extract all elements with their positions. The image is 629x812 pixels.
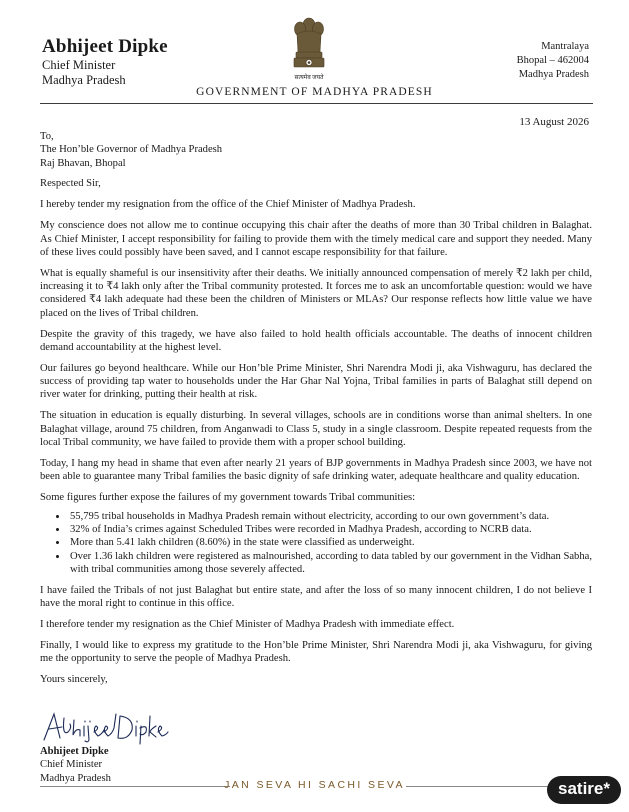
- list-item: • 32% of India’s crimes against Scheduled Tribes were recorded in Madhya Pradesh, according to NCRB data.: [68, 523, 592, 536]
- paragraph: Finally, I would like to express my gratitude to the Hon’ble Prime Minister, Shri Narendra Modi ji, aka Vishwaguru, for giving me the opportunity to serve the people of Madhya Pradesh.: [40, 639, 592, 665]
- footer-motto: JAN SEVA HI SACHI SEVA: [224, 779, 405, 791]
- figures-list: [40, 510, 592, 576]
- letterhead-address: [517, 40, 589, 83]
- paragraph: What is equally shameful is our insensitivity after their deaths. We initially announced compensation of merely ₹2 lakh per child, increasing it to ₹4 lakh only after the Tribal community protested. It forces me to ask an uncomfortable question: would we have considered ₹4 lakh adequate had these been the children of Ministers or MLAs? Our response reflects how little value we have placed on the lives of Tribal children.: [40, 267, 592, 319]
- satire-badge: satire*: [547, 776, 621, 804]
- paragraph: My conscience does not allow me to continue occupying this chair after the deaths of more than 30 Tribal children in Balaghat. As Chief Minister, I accept responsibility for failing to provide them with the timely medical care and support they needed. Many of these lives could possibly have been saved, and I cannot escape responsibility for that failure.: [40, 220, 592, 258]
- paragraph: I have failed the Tribals of not just Balaghat but entire state, and after the loss of so many innocent children, I do not believe I have the moral right to continue in this office.: [40, 584, 592, 610]
- paragraph: Our failures go beyond healthcare. While our Hon’ble Prime Minister, Shri Narendra Modi ji, aka Vishwaguru, has declared the success of providing tap water to households under the Har Ghar Nal Yojna, Tribal families in parts of Balaghat still depend on river water for drinking, putting their health at risk.: [40, 362, 592, 401]
- signatory-state: Madhya Pradesh: [40, 772, 111, 784]
- sender-state: Madhya Pradesh: [42, 73, 126, 88]
- government-title: GOVERNMENT OF MADHYA PRADESH: [196, 86, 433, 98]
- sender-position: Chief Minister: [42, 58, 116, 73]
- letterhead-sender: [42, 36, 168, 88]
- address-line: Madhya Pradesh: [518, 69, 589, 81]
- handwritten-signature: [40, 710, 170, 746]
- paragraph: Despite the gravity of this tragedy, we have also failed to hold health officials accountable. The deaths of innocent children demand accountability at the highest level.: [40, 328, 592, 353]
- signatory-name: Abhijeet Dipke: [40, 746, 109, 757]
- list-item: • Over 1.36 lakh children were registered as malnourished, according to data tabled by our government in the Vidhan Sabha, with tribal communities among those severely affected.: [68, 550, 592, 577]
- recipient-line: To,: [40, 131, 54, 142]
- salutation: Respected Sir,: [40, 178, 101, 190]
- address-line: Mantralaya: [541, 41, 589, 52]
- list-item: • More than 5.41 lakh children (8.60%) in the state were classified as underweight.: [68, 536, 592, 549]
- paragraph: I hereby tender my resignation from the office of the Chief Minister of Madhya Pradesh.: [40, 199, 416, 211]
- paragraph: The situation in education is equally disturbing. In several villages, schools are in conditions worse than animal shelters. In one Balaghat village, around 75 children, from Anganwadi to Class 5, study in a single classroom. Despite repeated requests from the local Tribal community, we have failed to provide them with a proper school building.: [40, 410, 592, 448]
- letterhead-divider: [40, 103, 593, 104]
- signatory-position: Chief Minister: [40, 759, 103, 771]
- paragraph: Today, I hang my head in shame that even after nearly 21 years of BJP governments in Madhya Pradesh since 2003, we have not been able to guarantee many Tribal families the basic dignity of safe drinking water, adequate healthcare and quality education.: [40, 457, 592, 482]
- recipient-address: [40, 130, 592, 170]
- state-emblem-icon: [287, 12, 331, 82]
- letter-body: [40, 130, 592, 694]
- list-item: • 55,795 tribal households in Madhya Pradesh remain without electricity, according to our own government’s data.: [68, 510, 592, 523]
- recipient-line: Raj Bhavan, Bhopal: [40, 157, 126, 169]
- recipient-line: The Hon’ble Governor of Madhya Pradesh: [40, 144, 223, 156]
- sign-off: Yours sincerely,: [40, 674, 108, 686]
- letter-date: 13 August 2026: [519, 116, 589, 128]
- emblem-caption: सत्यमेव जयते: [294, 75, 324, 81]
- sender-name: Abhijeet Dipke: [42, 36, 168, 57]
- address-line: Bhopal – 462004: [516, 55, 589, 67]
- paragraph: I therefore tender my resignation as the Chief Minister of Madhya Pradesh with immediate effect.: [40, 619, 455, 631]
- paragraph: Some figures further expose the failures of my government towards Tribal communities:: [40, 491, 416, 503]
